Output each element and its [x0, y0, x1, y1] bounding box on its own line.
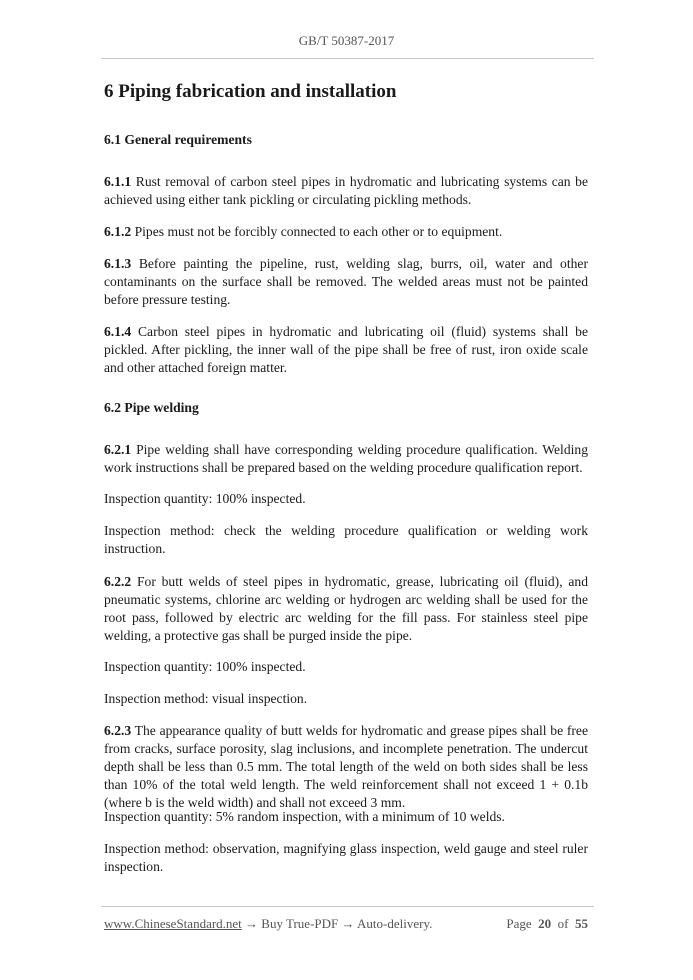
clause-number: 6.1.1 [104, 174, 132, 189]
clause-number: 6.2.3 [104, 723, 132, 738]
paragraph [104, 490, 588, 508]
clause-number: 6.1.2 [104, 224, 132, 239]
footer-promo: → Buy True-PDF → Auto-delivery. [241, 916, 433, 931]
paragraph-text: Inspection quantity: 5% random inspection, with a minimum of 10 welds. [104, 809, 505, 824]
paragraph-text: Before painting the pipeline, rust, welding slag, burrs, oil, water and other contaminants on the surface shall be removed. The welded areas must not be painted before pressure testing. [104, 256, 588, 307]
footer-divider [101, 906, 594, 907]
header-divider [101, 58, 594, 59]
clause-number: 6.1.4 [104, 324, 132, 339]
paragraph-text: Inspection quantity: 100% inspected. [104, 491, 306, 506]
chapter-title: 6 Piping fabrication and installation [104, 81, 397, 102]
document-header: GB/T 50387-2017 [298, 33, 395, 48]
paragraph [104, 255, 588, 309]
of-label: of [557, 916, 569, 931]
paragraph [104, 323, 588, 377]
paragraph [104, 840, 588, 876]
page-indicator [506, 916, 588, 932]
paragraph [104, 573, 588, 645]
page-footer [104, 916, 588, 932]
paragraph [104, 223, 588, 241]
paragraph-text: Pipes must not be forcibly connected to each other or to equipment. [131, 224, 503, 239]
paragraph-text: Inspection method: check the welding procedure qualification or welding work instruction. [104, 523, 588, 556]
website-link[interactable]: www.ChineseStandard.net [104, 916, 242, 931]
paragraph-text: Inspection method: visual inspection. [104, 691, 308, 706]
clause-number: 6.2.1 [104, 442, 132, 457]
section-heading: 6.1 General requirements [104, 132, 252, 147]
paragraph [104, 441, 588, 477]
clause-number: 6.1.3 [104, 256, 132, 271]
paragraph-text: For butt welds of steel pipes in hydromatic, grease, lubricating oil (fluid), and pneumatic systems, chlorine arc welding or hydrogen arc welding shall be used for the root pass, followed by electric arc welding for the fill pass. For stainless steel pipe welding, a protective gas shall be purged inside the pipe. [104, 574, 588, 643]
clause-number: 6.2.2 [104, 574, 132, 589]
paragraph [104, 522, 588, 558]
total-pages: 55 [575, 916, 588, 931]
paragraph-text: Inspection method: observation, magnifying glass inspection, weld gauge and steel ruler inspection. [104, 841, 588, 874]
paragraph-text: The appearance quality of butt welds for hydromatic and grease pipes shall be free from cracks, surface porosity, slag inclusions, and incomplete penetration. The undercut depth shall be less than 0.5 mm. The total length of the weld on both sides shall be less than 10% of the total weld length. The weld reinforcement shall not exceed 1 + 0.1b (where b is the weld width) and shall not exceed 3 mm. [104, 723, 588, 810]
paragraph [104, 808, 588, 826]
page-label: Page [506, 916, 532, 931]
page-number: 20 [538, 916, 552, 931]
paragraph [104, 722, 588, 812]
paragraph-text: Rust removal of carbon steel pipes in hydromatic and lubricating systems can be achieved using either tank pickling or circulating pickling methods. [104, 174, 588, 207]
paragraph [104, 173, 588, 209]
paragraph [104, 658, 588, 676]
paragraph-text: Inspection quantity: 100% inspected. [104, 659, 306, 674]
section-heading: 6.2 Pipe welding [104, 400, 199, 415]
paragraph [104, 690, 588, 708]
paragraph-text: Pipe welding shall have corresponding welding procedure qualification. Welding work instructions shall be prepared based on the welding procedure qualification report. [104, 442, 588, 475]
paragraph-text: Carbon steel pipes in hydromatic and lubricating oil (fluid) systems shall be pickled. After pickling, the inner wall of the pipe shall be free of rust, iron oxide scale and other attached foreign matter. [104, 324, 588, 375]
